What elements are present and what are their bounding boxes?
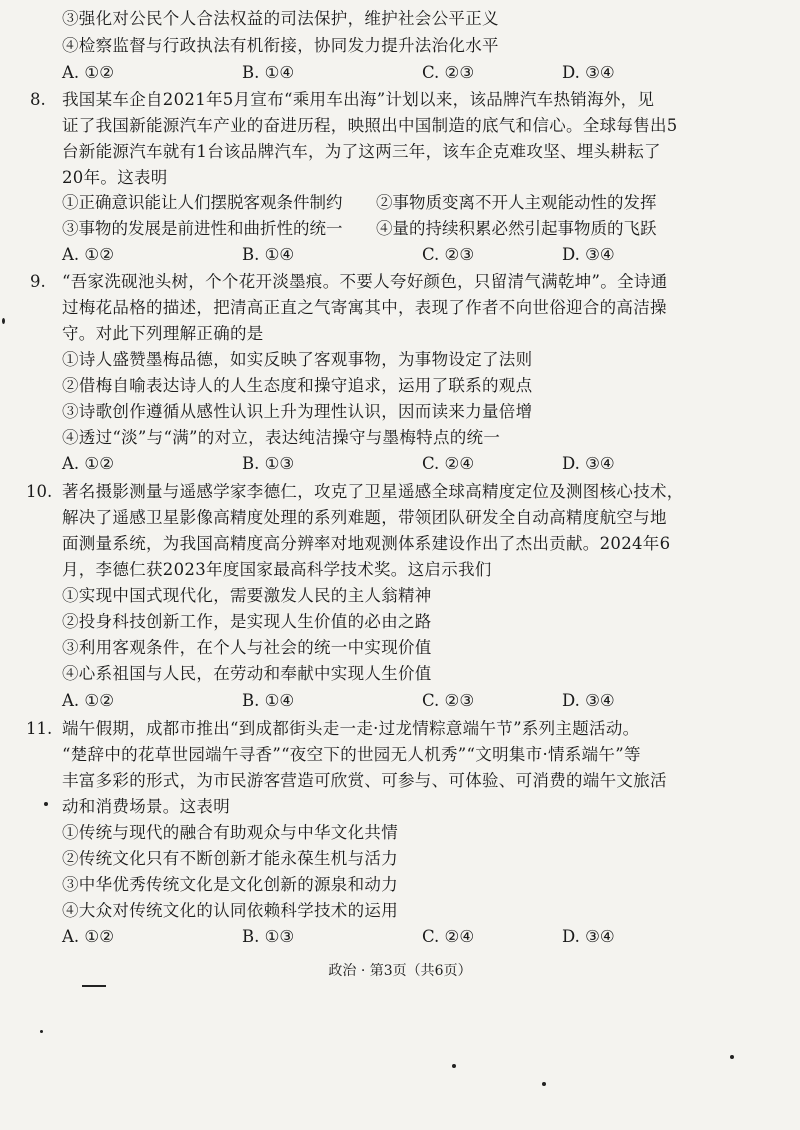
option-d: D. ③④	[562, 691, 615, 710]
q11-stem-line: 丰富多彩的形式，为市民游客营造可欣赏、可参与、可体验、可消费的端午文旅活	[62, 771, 667, 790]
q11-stem-line: “楚辞中的花草世园端午寻香”“夜空下的世园无人机秀”“文明集市·情系端午”等	[62, 745, 641, 764]
question-number: 10.	[26, 482, 53, 501]
q8-stem-line: 台新能源汽车就有1台该品牌汽车，为了这两三年，该车企克难攻坚、埋头耕耘了	[62, 142, 661, 161]
scan-speck	[452, 1064, 456, 1068]
q9-item-1: ①诗人盛赞墨梅品德，如实反映了客观事物，为事物设定了法则	[62, 350, 533, 369]
q10-item-1: ①实现中国式现代化，需要激发人民的主人翁精神	[62, 586, 432, 605]
option-d: D. ③④	[562, 245, 615, 264]
scan-speck	[730, 1055, 734, 1059]
scan-speck	[44, 802, 48, 806]
q10-item-4: ④心系祖国与人民，在劳动和奉献中实现人生价值	[62, 664, 432, 683]
q8-item-4: ④量的持续积累必然引起事物质的飞跃	[376, 219, 657, 238]
option-a: A. ①②	[62, 63, 114, 82]
question-number: 8.	[30, 90, 46, 109]
q8-item-3: ③事物的发展是前进性和曲折性的统一	[62, 219, 343, 238]
option-b: B. ①④	[242, 691, 295, 710]
q9-item-2: ②借梅自喻表达诗人的人生态度和操守追求，运用了联系的观点	[62, 376, 533, 395]
option-d: D. ③④	[562, 63, 615, 82]
q11-item-1: ①传统与现代的融合有助观众与中华文化共情	[62, 823, 398, 842]
page-footer: 政治 · 第3页（共6页）	[328, 963, 472, 979]
q11-stem-line: 动和消费场景。这表明	[62, 797, 230, 816]
option-c: C. ②③	[422, 691, 475, 710]
q8-item-1: ①正确意识能让人们摆脱客观条件制约	[62, 193, 343, 212]
q10-stem-line: 面测量系统，为我国高精度高分辨率对地观测体系建设作出了杰出贡献。2024年6	[62, 534, 671, 553]
scan-speck	[2, 318, 5, 324]
q11-item-4: ④大众对传统文化的认同依赖科学技术的运用	[62, 901, 398, 920]
option-d: D. ③④	[562, 454, 615, 473]
q9-stem-line: “吾家洗砚池头树，个个花开淡墨痕。不要人夸好颜色，只留清气满乾坤”。全诗通	[62, 272, 668, 291]
option-b: B. ①③	[242, 454, 295, 473]
option-a: A. ①②	[62, 454, 114, 473]
option-c: C. ②④	[422, 927, 475, 946]
option-d: D. ③④	[562, 927, 615, 946]
option-c: C. ②③	[422, 63, 475, 82]
q10-stem-line: 著名摄影测量与遥感学家李德仁，攻克了卫星遥感全球高精度定位及测图核心技术，	[62, 482, 684, 501]
q9-stem-line: 过梅花品格的描述，把清高正直之气寄寓其中，表现了作者不向世俗迎合的高洁操	[62, 298, 667, 317]
q7-item-3: ③强化对公民个人合法权益的司法保护，维护社会公平正义	[62, 9, 499, 28]
option-a: A. ①②	[62, 245, 114, 264]
q10-options	[62, 690, 742, 712]
scan-speck	[542, 1082, 546, 1086]
q7-options	[62, 62, 742, 84]
q10-stem-line: 月，李德仁获2023年度国家最高科学技术奖。这启示我们	[62, 560, 492, 579]
q8-item-2: ②事物质变离不开人主观能动性的发挥	[376, 193, 657, 212]
q11-item-3: ③中华优秀传统文化是文化创新的源泉和动力	[62, 875, 398, 894]
question-number: 11.	[26, 719, 53, 738]
q10-stem-line: 解决了遥感卫星影像高精度处理的系列难题，带领团队研发全自动高精度航空与地	[62, 508, 667, 527]
option-c: C. ②③	[422, 245, 475, 264]
q8-items-row	[62, 218, 742, 240]
option-b: B. ①④	[242, 63, 295, 82]
q8-options	[62, 244, 742, 266]
q7-item-4: ④检察监督与行政执法有机衔接，协同发力提升法治化水平	[62, 36, 499, 55]
option-b: B. ①③	[242, 927, 295, 946]
scan-speck	[40, 1030, 43, 1033]
option-c: C. ②④	[422, 454, 475, 473]
q9-stem-line: 守。对此下列理解正确的是	[62, 324, 264, 343]
q9-item-4: ④透过“淡”与“满”的对立，表达纯洁操守与墨梅特点的统一	[62, 428, 501, 447]
q10-item-2: ②投身科技创新工作，是实现人生价值的必由之路	[62, 612, 432, 631]
q10-item-3: ③利用客观条件，在个人与社会的统一中实现价值	[62, 638, 432, 657]
q9-options	[62, 453, 742, 475]
q8-items-row	[62, 192, 742, 214]
q8-stem-line: 证了我国新能源汽车产业的奋进历程，映照出中国制造的底气和信心。全球每售出5	[62, 116, 678, 135]
q8-stem-line: 20年。这表明	[62, 168, 168, 187]
scan-mark	[82, 985, 106, 987]
q11-options	[62, 926, 742, 948]
option-a: A. ①②	[62, 927, 114, 946]
option-a: A. ①②	[62, 691, 114, 710]
option-b: B. ①④	[242, 245, 295, 264]
q8-stem-line: 我国某车企自2021年5月宣布“乘用车出海”计划以来，该品牌汽车热销海外，见	[62, 90, 655, 109]
question-number: 9.	[30, 272, 46, 291]
q11-stem-line: 端午假期，成都市推出“到成都街头走一走·过龙情粽意端午节”系列主题活动。	[62, 719, 640, 738]
q9-item-3: ③诗歌创作遵循从感性认识上升为理性认识，因而读来力量倍增	[62, 402, 533, 421]
q11-item-2: ②传统文化只有不断创新才能永葆生机与活力	[62, 849, 398, 868]
